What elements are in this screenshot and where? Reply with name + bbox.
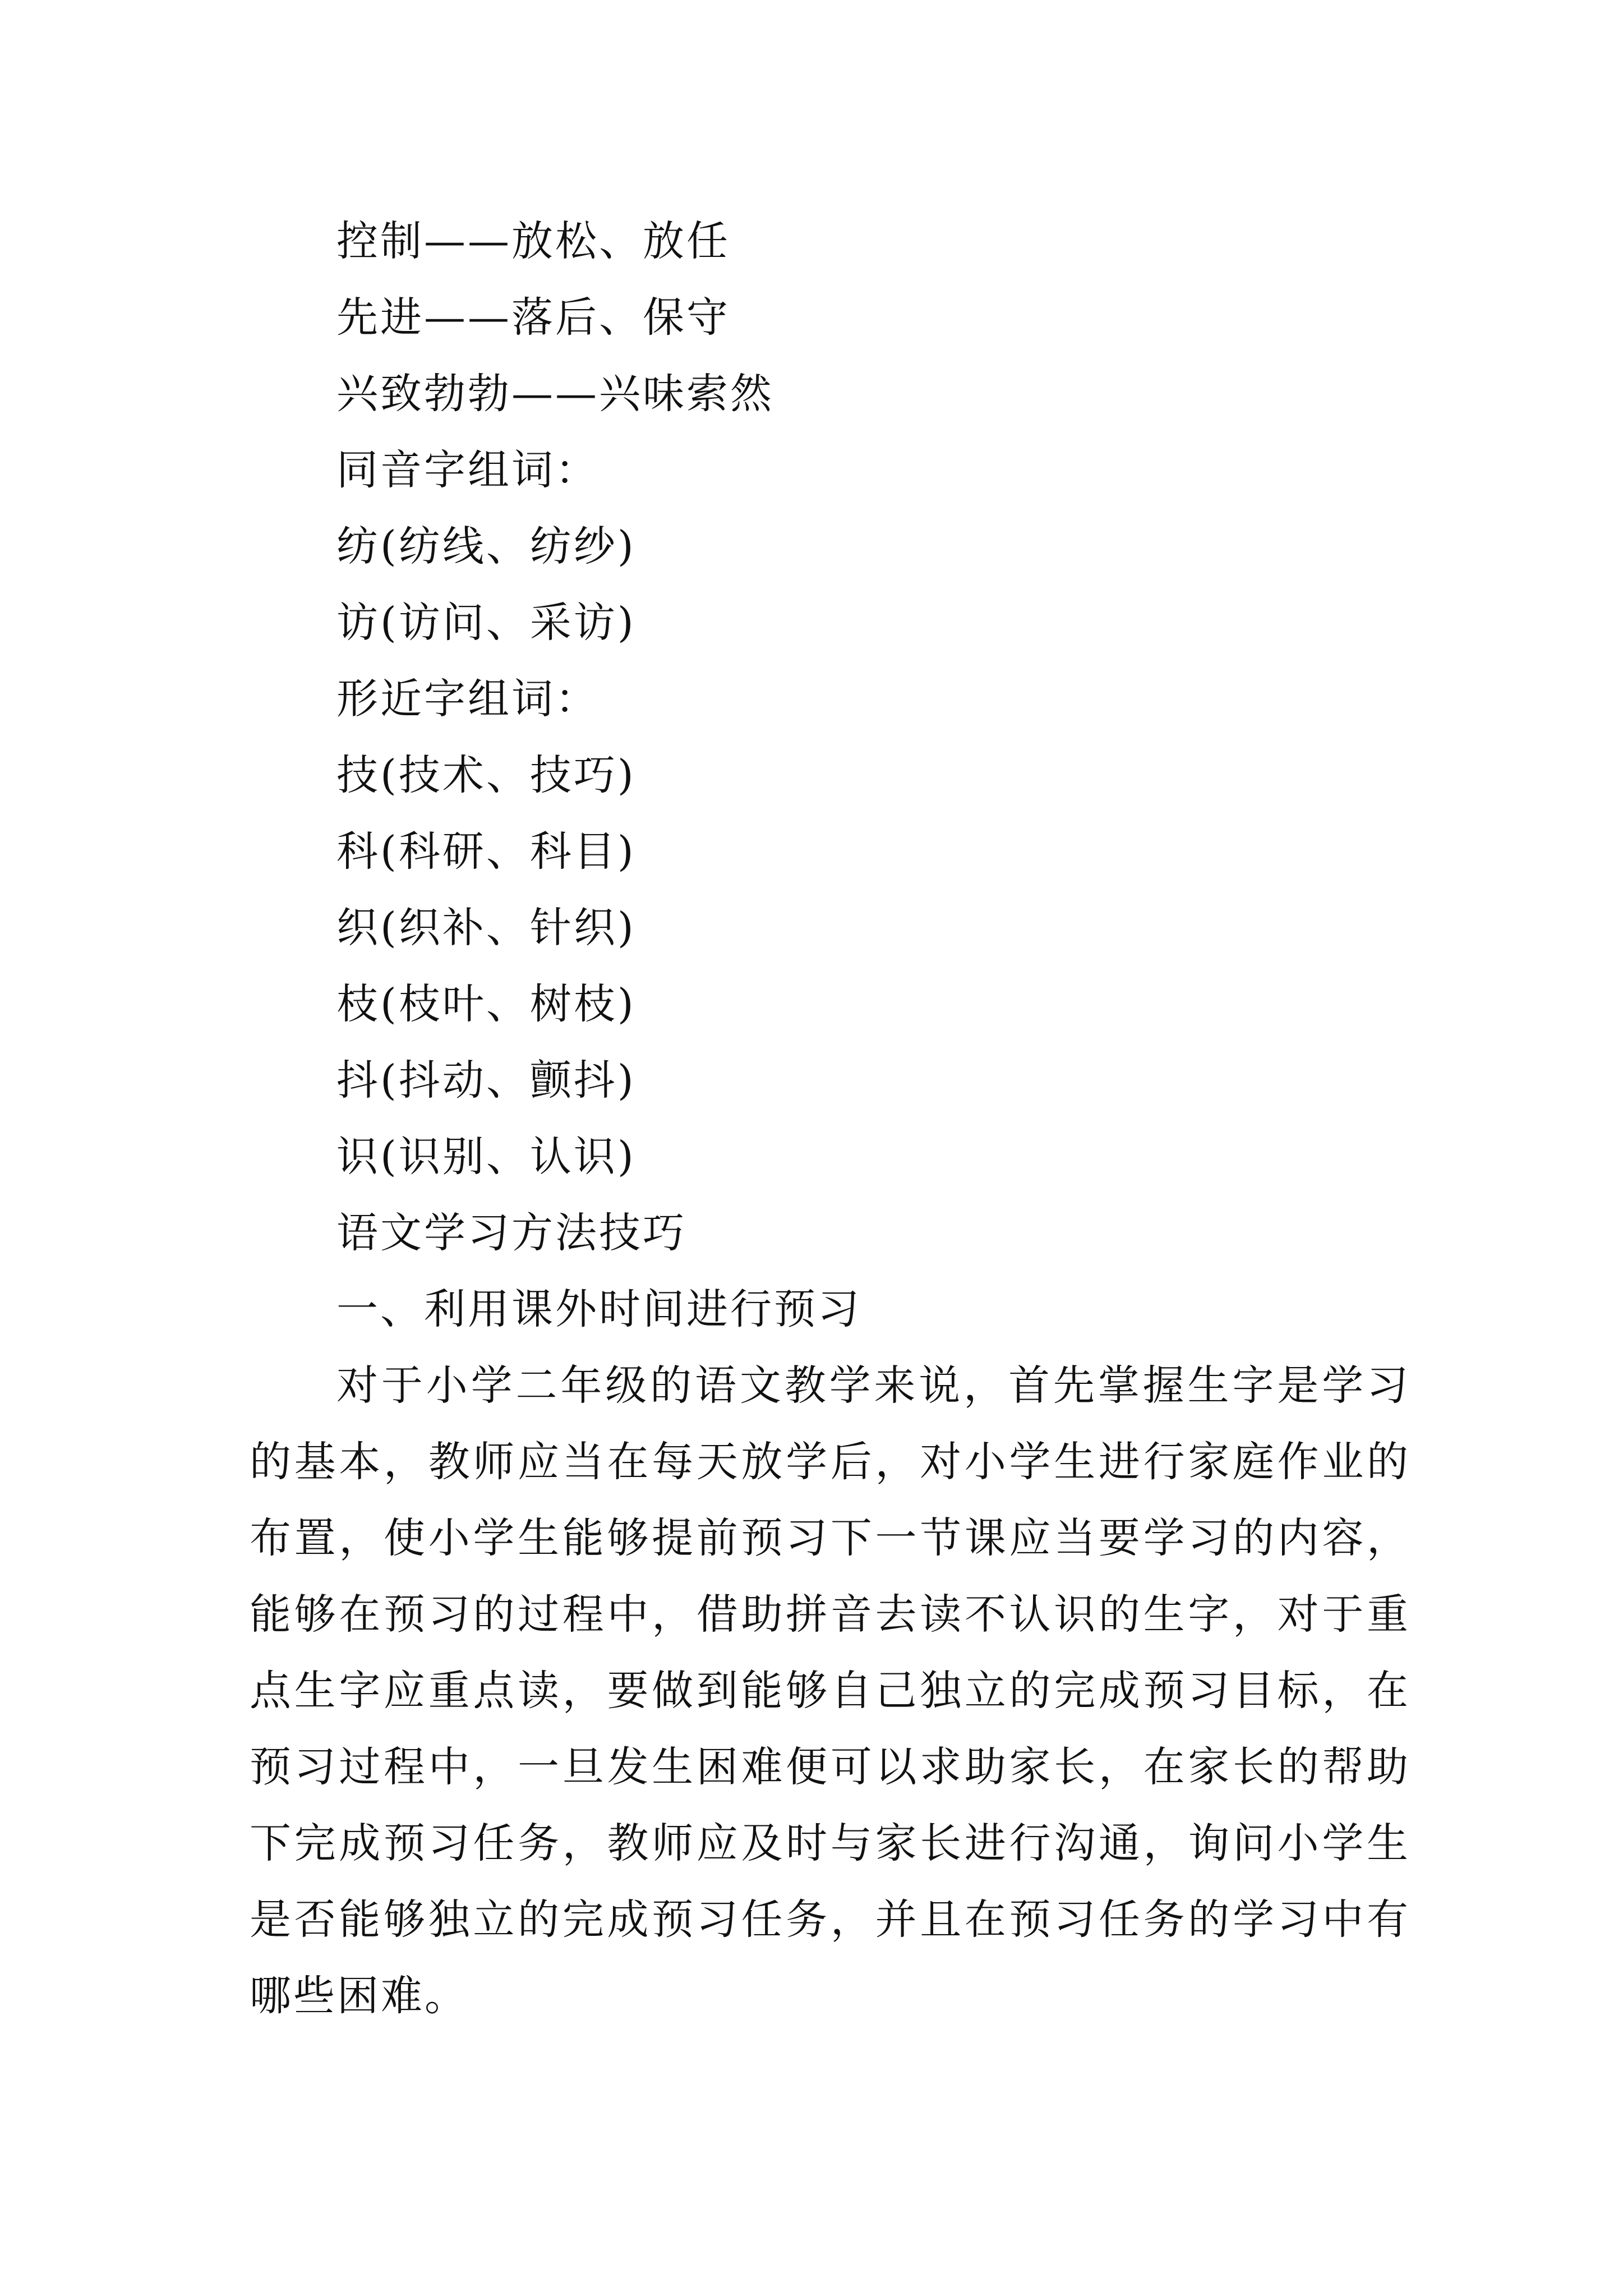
similar-char-item-1: 技(技术、技巧) bbox=[336, 751, 636, 799]
antonym-line-2: 先进——落后、保守 bbox=[336, 293, 730, 342]
similar-char-heading: 形近字组词： bbox=[336, 675, 599, 723]
homophone-item-1: 纺(纺线、纺纱) bbox=[336, 522, 636, 570]
document-body bbox=[250, 203, 1410, 2034]
homophone-item-2: 访(访问、采访) bbox=[336, 599, 636, 647]
similar-char-item-4: 枝(枝叶、树枝) bbox=[336, 980, 636, 1028]
similar-char-item-3: 织(织补、针织) bbox=[336, 904, 636, 952]
similar-char-item-2: 科(科研、科目) bbox=[336, 827, 636, 876]
antonym-line-1: 控制——放松、放任 bbox=[336, 217, 730, 265]
section-title: 语文学习方法技巧 bbox=[336, 1209, 686, 1257]
similar-char-item-5: 抖(抖动、颤抖) bbox=[336, 1056, 636, 1105]
homophone-heading: 同音字组词： bbox=[336, 446, 599, 494]
body-paragraph: 对于小学二年级的语文教学来说，首先掌握生字是学习的基本，教师应当在每天放学后，对小学生进行家庭作业的布置，使小学生能够提前预习下一节课应当要学习的内容，能够在预习的过程中，借助拼音去读不认识的生字，对于重点生字应重点读，要做到能够自己独立的完成预习目标，在预习过程中，一旦发生困难便可以求助家长，在家长的帮助下完成预习任务，教师应及时与家长进行沟通，询问小学生是否能够独立的完成预习任务，并且在预习任务的学习中有哪些困难。 bbox=[250, 1361, 1410, 2020]
subsection-heading: 一、利用课外时间进行预习 bbox=[336, 1285, 861, 1333]
antonym-line-3: 兴致勃勃——兴味索然 bbox=[336, 370, 774, 418]
similar-char-item-6: 识(识别、认识) bbox=[336, 1133, 636, 1181]
